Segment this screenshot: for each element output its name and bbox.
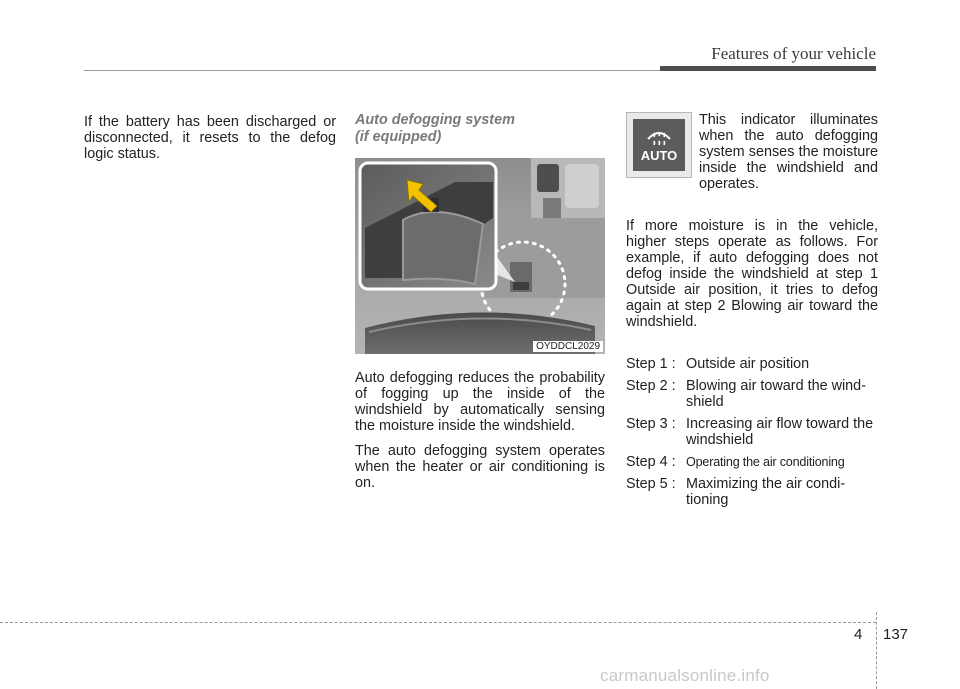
- section-title-sub: (if equipped): [355, 129, 442, 145]
- column-middle: [355, 112, 605, 146]
- step-text: Maximizing the air conditioning: [686, 476, 846, 508]
- defog-steps-list: [626, 356, 878, 514]
- step-item-5: [626, 476, 878, 508]
- step-label: Step 5 :: [626, 476, 676, 492]
- chapter-number: 4: [854, 626, 863, 643]
- footer-divider: [876, 612, 877, 689]
- battery-reset-text: If the battery has been discharged or disconnected, it resets to the defog logic status.: [84, 114, 336, 162]
- step-text: Blowing air toward the windshield: [686, 378, 866, 410]
- watermark: carmanualsonline.info: [600, 666, 770, 685]
- step-label: Step 4 :: [626, 454, 676, 470]
- moisture-description: [626, 218, 878, 330]
- step-text: Operating the air conditioning: [686, 455, 845, 469]
- auto-defog-indicator-face: [633, 119, 685, 171]
- step-item-4: [626, 454, 878, 470]
- indicator-description: [699, 112, 878, 192]
- indicator-text: This indicator illuminates when the auto defogging system senses the moisture inside the windshield and operates.: [699, 112, 878, 192]
- step-label: Step 1 :: [626, 356, 676, 372]
- mirror-sensor-photo: [355, 158, 605, 354]
- step-item-1: [626, 356, 878, 372]
- column-left: [84, 114, 336, 162]
- step-item-2: [626, 378, 878, 410]
- auto-defog-para-2: The auto defogging system operates when the heater or air conditioning is on.: [355, 443, 605, 491]
- footer-rule: [0, 622, 876, 623]
- auto-defog-indicator: [626, 112, 692, 178]
- auto-label: AUTO: [640, 147, 678, 163]
- step-text: Increasing air flow toward the windshield: [686, 416, 874, 448]
- mirror-sensor-illustration: [355, 158, 605, 354]
- page-number: 137: [883, 626, 909, 643]
- step-item-3: [626, 416, 878, 448]
- section-title-main: Auto defogging system: [355, 112, 515, 128]
- step-label: Step 2 :: [626, 378, 676, 394]
- header-accent-bar: [660, 66, 876, 71]
- auto-defog-para-1: Auto defogging reduces the probability of fogging up the inside of the windshield by automatically sensing the moisture inside the windshield.: [355, 370, 605, 434]
- moisture-text: If more moisture is in the vehicle, higher steps operate as follows. For example, if auto defogging does not defog inside the windshield at step 1 Outside air position, it tries to defog again at step 2 Blowing air toward the windshield.: [626, 218, 878, 330]
- step-text: Outside air position: [686, 356, 810, 372]
- defog-icon: [645, 129, 673, 149]
- page-header-title: Features of your vehicle: [711, 44, 876, 63]
- step-label: Step 3 :: [626, 416, 676, 432]
- section-title: [355, 112, 605, 146]
- photo-code: OYDDCL2029: [533, 341, 603, 352]
- auto-defog-description: [355, 370, 605, 491]
